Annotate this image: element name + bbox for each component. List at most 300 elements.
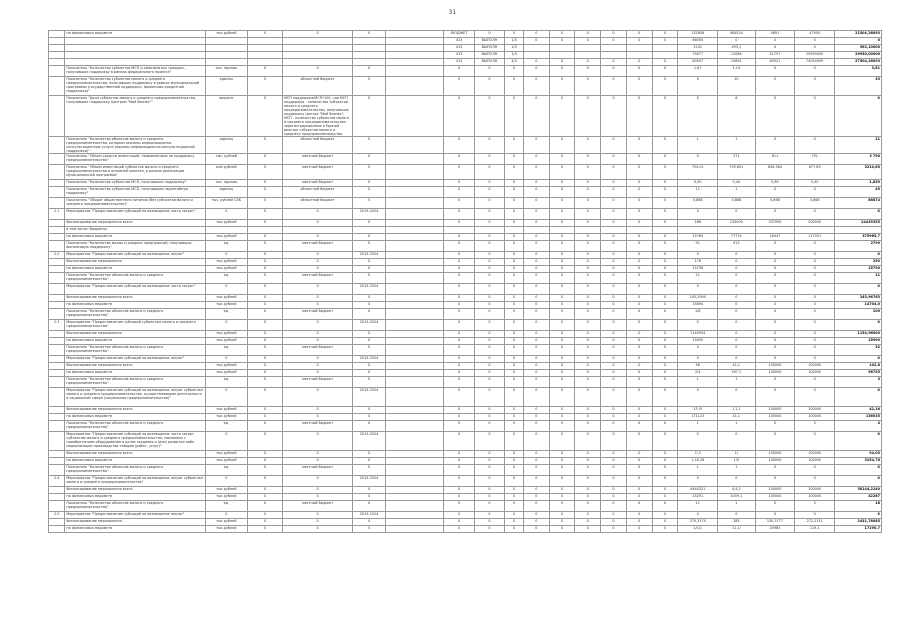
cell-c10: 0 (601, 512, 627, 519)
cell-c14: 0,44 (718, 180, 755, 187)
cell-c4: 0 (444, 77, 474, 96)
cell-c7: 0 (523, 512, 549, 519)
cell-total: X (835, 252, 882, 259)
cell-c10: 0 (601, 414, 627, 421)
cell-c15: 0 (755, 465, 795, 476)
cell-c12: 0 (652, 432, 678, 451)
cell-c14: 0 (718, 476, 755, 487)
cell-code (385, 266, 443, 273)
cell-c4: 0 (444, 331, 474, 338)
cell-unit: тыс.рублей (205, 407, 247, 414)
cell-c4: 0 (444, 137, 474, 154)
cell-c4: 0 (444, 309, 474, 320)
cell-description: Показатель "Количество объектов малого и среднего предпринимательства, которым оказаны информационно-консультационные услуги (единиц информационно-консультационной поддержки)" (65, 137, 205, 154)
cell-c2: 0 (282, 302, 352, 309)
cell-c13: 15291 (678, 494, 718, 501)
cell-c8: 0 (549, 519, 575, 526)
cell-no (49, 284, 65, 295)
cell-c4: 0 (444, 458, 474, 465)
cell-c9: 0 (575, 59, 601, 66)
cell-c11 (626, 52, 652, 59)
cell-c12: 0 (652, 519, 678, 526)
cell-description: Финансирование мероприятия (65, 259, 205, 266)
cell-c15: 100000 (755, 414, 795, 421)
cell-total: 3254,76 (835, 458, 882, 465)
cell-c3: 0 (353, 302, 386, 309)
cell-c9: 0 (575, 187, 601, 198)
cell-unit: тыс.рублей (205, 370, 247, 377)
cell-code (385, 388, 443, 407)
cell-c9: 0 (575, 252, 601, 259)
cell-c9: 0 (575, 284, 601, 295)
cell-description: на финансовых ведомств (65, 266, 205, 273)
cell-description: Финансирование мероприятия всего (65, 295, 205, 302)
cell-c8: 0 (549, 209, 575, 220)
cell-c12: 0 (652, 252, 678, 259)
cell-c3: 2019-2024 (353, 512, 386, 519)
cell-c14: 1,1,1 (718, 407, 755, 414)
cell-c2: 0 (282, 512, 352, 519)
cell-c6: 0 (505, 284, 524, 295)
cell-c7: 0 (523, 220, 549, 227)
cell-c13: 0,40 (678, 180, 718, 187)
cell-c10: 0 (601, 331, 627, 338)
cell-description: Показатель "Количество объектов малого и среднего предпринимательства" (65, 377, 205, 388)
cell-c10: 0 (601, 458, 627, 465)
cell-c9: 0 (575, 501, 601, 512)
cell-c8: 0 (549, 331, 575, 338)
cell-c5: 0 (474, 363, 504, 370)
cell-c6: 0 (505, 526, 524, 533)
cell-c15: 0 (755, 295, 795, 302)
table-row (49, 338, 882, 345)
cell-no (49, 451, 65, 458)
cell-no (49, 487, 65, 494)
cell-c8: 0 (549, 458, 575, 465)
cell-total: 102,8 (835, 363, 882, 370)
cell-c4: 0 (444, 377, 474, 388)
cell-c16: 100000 (795, 494, 835, 501)
cell-c7: 0 (523, 388, 549, 407)
cell-c14: 0 (718, 209, 755, 220)
cell-c5: 0 (474, 295, 504, 302)
cell-c5: 0 (474, 432, 504, 451)
cell-c14: 1009,1 (718, 494, 755, 501)
table-body (49, 31, 882, 533)
cell-c6: 0 (505, 414, 524, 421)
cell-c13: 0 (678, 512, 718, 519)
cell-c1: 0 (247, 370, 282, 377)
table-row (49, 198, 882, 209)
cell-c6: 0 (505, 458, 524, 465)
cell-c6: 0 (505, 370, 524, 377)
cell-code (385, 407, 443, 414)
cell-description: Финансирование мероприятия (65, 331, 205, 338)
cell-c15: 100000 (755, 458, 795, 465)
cell-c3: 0 (353, 377, 386, 388)
cell-c8: 0 (549, 370, 575, 377)
cell-c15: 4891 (755, 31, 795, 38)
cell-c3: 0 (353, 458, 386, 465)
cell-c9: 0 (575, 407, 601, 414)
cell-c10: 0 (601, 519, 627, 526)
cell-c14: 1,14 (718, 66, 755, 77)
table-row (49, 487, 882, 494)
cell-description: Показатель "Количество субъектов МСП, получивших гарантийную поддержку" (65, 187, 205, 198)
cell-c5: 0 (474, 356, 504, 363)
cell-c16: 0 (795, 266, 835, 273)
cell-c2: 0 (282, 338, 352, 345)
cell-c8: 0 (549, 165, 575, 180)
cell-c9: 0 (575, 363, 601, 370)
cell-c14: 10 (718, 77, 755, 96)
cell-description: на финансовых ведомств (65, 414, 205, 421)
cell-c7: 0 (523, 519, 549, 526)
cell-c4: 0 (444, 414, 474, 421)
cell-c14: 0 (718, 309, 755, 320)
cell-c11: 0 (626, 295, 652, 302)
cell-c9: 0 (575, 273, 601, 284)
cell-c13: 0 (678, 154, 718, 165)
cell-c12: 0 (652, 414, 678, 421)
cell-c12: 0 (652, 320, 678, 331)
cell-no (49, 414, 65, 421)
cell-c8: 0 (549, 66, 575, 77)
cell-c2: 0 (282, 234, 352, 241)
cell-c7: 0 (523, 494, 549, 501)
cell-c2: 0 (282, 451, 352, 458)
cell-c4: 0 (444, 370, 474, 377)
cell-c7 (523, 52, 549, 59)
cell-code (385, 273, 443, 284)
cell-c14: 0 (718, 432, 755, 451)
cell-c16: 0 (795, 309, 835, 320)
cell-description: Финансирование мероприятия всего (65, 487, 205, 494)
cell-c11: 0 (626, 487, 652, 494)
table-row (49, 59, 882, 66)
cell-no (49, 52, 65, 59)
cell-c15: 0 (755, 345, 795, 356)
cell-description: на финансовых ведомств (65, 494, 205, 501)
cell-c4: 0 (444, 338, 474, 345)
cell-c8: 0 (549, 96, 575, 137)
cell-c7: 0 (523, 363, 549, 370)
cell-c13: 245,2994 (678, 295, 718, 302)
cell-c10: 0 (601, 494, 627, 501)
cell-c12: 0 (652, 220, 678, 227)
cell-c6: 0 (505, 345, 524, 356)
cell-unit: тыс.рублей (205, 259, 247, 266)
cell-c12: 0 (652, 31, 678, 38)
table-row (49, 209, 882, 220)
cell-c7: 0 (523, 137, 549, 154)
cell-code (385, 241, 443, 252)
cell-unit: ед. (205, 501, 247, 512)
cell-c14: 0 (718, 273, 755, 284)
cell-c15: 100000 (755, 370, 795, 377)
cell-c16: 119,1 (795, 526, 835, 533)
cell-c6: 1/3 (505, 45, 524, 52)
cell-c16: 0 (795, 320, 835, 331)
cell-c5: ВЫПОЛН (474, 38, 504, 45)
cell-c11: 0 (626, 96, 652, 137)
cell-code (385, 31, 443, 38)
cell-c1: 0 (247, 302, 282, 309)
cell-c6: 0 (505, 363, 524, 370)
cell-no (49, 59, 65, 66)
cell-c5: 0 (474, 302, 504, 309)
cell-c1: 0 (247, 180, 282, 187)
cell-c2: 0 (282, 252, 352, 259)
cell-c3 (353, 38, 386, 45)
cell-c8: 0 (549, 284, 575, 295)
cell-c5: 0 (474, 338, 504, 345)
cell-c15: 0 (755, 388, 795, 407)
cell-c2: 0 (282, 259, 352, 266)
cell-c1: 0 (247, 501, 282, 512)
cell-c6 (505, 227, 524, 234)
cell-c2: 0 (282, 284, 352, 295)
cell-c14: 0 (718, 302, 755, 309)
table-row (49, 227, 882, 234)
cell-c4: 0 (444, 519, 474, 526)
cell-c7: 0 (523, 458, 549, 465)
cell-c16: 0 (795, 377, 835, 388)
cell-c2: местный бюджет (282, 154, 352, 165)
cell-c7: 0 (523, 241, 549, 252)
cell-c7 (523, 227, 549, 234)
cell-c4: 0 (444, 198, 474, 209)
cell-c3: 2019-2024 (353, 320, 386, 331)
cell-c3: 0 (353, 519, 386, 526)
cell-no: 2.1 (49, 209, 65, 220)
cell-c15: 0 (755, 377, 795, 388)
cell-c10: 0 (601, 309, 627, 320)
cell-c7: 0 (523, 501, 549, 512)
cell-total: 1154,96000 (835, 331, 882, 338)
cell-c2: 0 (282, 526, 352, 533)
cell-c15: 0 (755, 302, 795, 309)
cell-c11: 0 (626, 31, 652, 38)
cell-c8: 0 (549, 377, 575, 388)
cell-c16: 0,868 (795, 198, 835, 209)
cell-c2: областной бюджет (282, 187, 352, 198)
cell-c2 (282, 38, 352, 45)
cell-code (385, 512, 443, 519)
cell-no (49, 432, 65, 451)
cell-c16: 0 (795, 137, 835, 154)
cell-total: 15900 (835, 338, 882, 345)
cell-c11: 0 (626, 363, 652, 370)
cell-c10: 0 (601, 487, 627, 494)
cell-c3: 0 (353, 266, 386, 273)
cell-c10: 0 (601, 284, 627, 295)
cell-c7: 0 (523, 273, 549, 284)
cell-c9: 0 (575, 77, 601, 96)
cell-c13: 1/8 (678, 309, 718, 320)
cell-c14: 1 (718, 137, 755, 154)
cell-c10: 0 (601, 77, 627, 96)
cell-c4: 0 (444, 187, 474, 198)
cell-code (385, 209, 443, 220)
cell-total: 42,16 (835, 407, 882, 414)
cell-c11: 0 (626, 66, 652, 77)
cell-c1: 0 (247, 377, 282, 388)
cell-total: 29950,00000 (835, 52, 882, 59)
cell-c1: 0 (247, 273, 282, 284)
cell-c16: 272,2111 (795, 519, 835, 526)
cell-c9: 0 (575, 259, 601, 266)
cell-c4: 0 (444, 345, 474, 356)
cell-c2: 0 (282, 414, 352, 421)
cell-c13: 48 (678, 363, 718, 370)
cell-description: Показатель "Количество объектов малого и среднего предпринимательства" (65, 345, 205, 356)
cell-c6: 0 (505, 187, 524, 198)
cell-c16: 0 (795, 302, 835, 309)
cell-c4: 0 (444, 432, 474, 451)
cell-c5 (474, 227, 504, 234)
cell-c8: 0 (549, 414, 575, 421)
cell-c6: 0 (505, 273, 524, 284)
cell-c6: 0 (505, 476, 524, 487)
cell-description: на финансовых ведомств (65, 338, 205, 345)
cell-c5: 0 (474, 501, 504, 512)
cell-c16: 0 (795, 284, 835, 295)
cell-c16: 100000 (795, 458, 835, 465)
cell-c16: 100000 (795, 407, 835, 414)
cell-no (49, 180, 65, 187)
cell-c5: 0 (474, 487, 504, 494)
cell-code (385, 345, 443, 356)
cell-c11: 0 (626, 407, 652, 414)
cell-c16: 0 (795, 45, 835, 52)
cell-c12: 0 (652, 388, 678, 407)
cell-no (49, 66, 65, 77)
cell-c13: 1,67 (678, 66, 718, 77)
cell-c1: 0 (247, 252, 282, 259)
cell-c7: 0 (523, 407, 549, 414)
cell-c16: 100000 (795, 451, 835, 458)
page-number: 31 (448, 9, 457, 16)
cell-c11: 0 (626, 165, 652, 180)
cell-c16: 100000 (795, 363, 835, 370)
cell-c9: 0 (575, 370, 601, 377)
cell-c15: 0 (755, 338, 795, 345)
cell-total: 1,839 (835, 180, 882, 187)
cell-c16: 0 (795, 476, 835, 487)
cell-c1 (247, 45, 282, 52)
cell-c15: 0 (755, 96, 795, 137)
cell-c9: 0 (575, 388, 601, 407)
cell-unit: млн рублей (205, 165, 247, 180)
cell-c5: 0 (474, 388, 504, 407)
cell-c8: 0 (549, 432, 575, 451)
cell-c11: 0 (626, 154, 652, 165)
cell-c14: 41,1 (718, 414, 755, 421)
cell-c1: 0 (247, 266, 282, 273)
cell-c3: 0 (353, 526, 386, 533)
cell-c3: 0 (353, 295, 386, 302)
cell-c7: 0 (523, 284, 549, 295)
cell-c13: 1 (678, 137, 718, 154)
cell-c15: 0 (755, 501, 795, 512)
cell-c13: 21 (678, 273, 718, 284)
cell-unit: 0 (205, 284, 247, 295)
cell-c15: 0 (755, 273, 795, 284)
cell-no (49, 241, 65, 252)
cell-c11: 0 (626, 252, 652, 259)
cell-c7: 0 (523, 320, 549, 331)
cell-c3: 2019-2024 (353, 356, 386, 363)
cell-c16 (795, 227, 835, 234)
cell-c2: МСП поддержка/МСП*100, где МСП поддержка - количество субъектов малого и среднего предпринимательства, получивших поддержку Центра "Мой бизнес"; МСП - количество субъектов малого и среднего предпринимательства, зарегистрированных в Единой реестре субъектов малого и среднего предпринимательства (282, 96, 352, 137)
cell-c6: 0 (505, 241, 524, 252)
cell-c9: 0 (575, 356, 601, 363)
table-row (49, 295, 882, 302)
table-row (49, 512, 882, 519)
cell-c15: 0 (755, 266, 795, 273)
cell-c16: 0 (795, 338, 835, 345)
cell-total: X (835, 284, 882, 295)
cell-c15: 0 (755, 512, 795, 519)
cell-c5: 0 (474, 66, 504, 77)
cell-description: Финансирование мероприятия всего (65, 220, 205, 227)
cell-c8: 0 (549, 302, 575, 309)
cell-c7: 0 (523, 66, 549, 77)
cell-code (385, 465, 443, 476)
cell-c12: 0 (652, 407, 678, 414)
cell-total: 14704,0 (835, 302, 882, 309)
cell-c12: 0 (652, 512, 678, 519)
cell-c2: 0 (282, 220, 352, 227)
cell-c5: 0 (474, 476, 504, 487)
cell-c1: 0 (247, 320, 282, 331)
cell-c3 (353, 59, 386, 66)
cell-c6: 0 (505, 309, 524, 320)
cell-c5: 0 (474, 494, 504, 501)
cell-c8: 0 (549, 273, 575, 284)
cell-c12: 0 (652, 66, 678, 77)
table-row (49, 259, 882, 266)
cell-code (385, 198, 443, 209)
cell-c12: 0 (652, 476, 678, 487)
cell-c10: 0 (601, 302, 627, 309)
cell-total: 2799 (835, 241, 882, 252)
cell-total: 86874 (835, 198, 882, 209)
cell-c5: 0 (474, 77, 504, 96)
cell-code (385, 66, 443, 77)
cell-c3: 0 (353, 154, 386, 165)
cell-c2: местный бюджет (282, 309, 352, 320)
cell-c2: 0 (282, 519, 352, 526)
cell-c8: 0 (549, 494, 575, 501)
cell-c4: 413 (444, 59, 474, 66)
cell-code (385, 320, 443, 331)
cell-c11: 0 (626, 388, 652, 407)
cell-description: Показатель "Количество объектов малого и среднего предпринимательства" (65, 465, 205, 476)
cell-c8: 0 (549, 320, 575, 331)
cell-c4: БЮДЖЕТ (444, 31, 474, 38)
table-row (49, 187, 882, 198)
cell-c10: 0 (601, 370, 627, 377)
cell-c14: 271 (718, 154, 755, 165)
cell-c13: 270,3174 (678, 519, 718, 526)
cell-unit: 0 (205, 320, 247, 331)
cell-c11: 0 (626, 273, 652, 284)
cell-c7: 0 (523, 187, 549, 198)
cell-c13: 2/3 (678, 370, 718, 377)
cell-c12: 0 (652, 154, 678, 165)
